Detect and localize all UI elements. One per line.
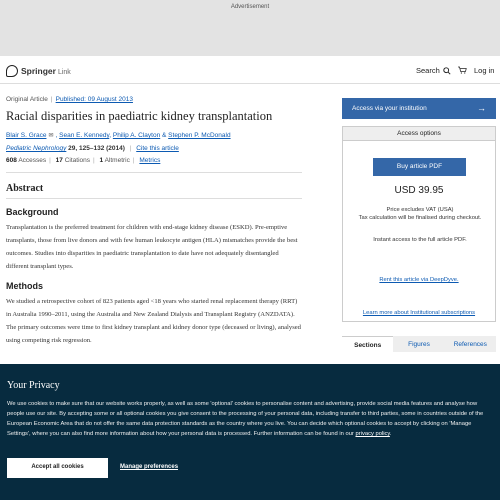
springer-horse-icon <box>6 65 18 77</box>
author-link[interactable]: Blair S. Grace <box>6 132 47 139</box>
tax-line: Price excludes VAT (USA) <box>386 207 454 213</box>
instant-access-note: Instant access to the full article PDF. <box>373 237 467 243</box>
cookie-banner <box>0 364 500 500</box>
author-link[interactable]: Sean E. Kennedy <box>59 132 110 139</box>
institutional-subscriptions-link[interactable]: Learn more about Institutional subscriptions <box>362 310 476 316</box>
article-meta: Original Article | Published: 09 August 2013 <box>6 96 133 103</box>
abstract-heading: Abstract <box>6 183 44 194</box>
author-link[interactable]: Philip A. Clayton <box>112 132 161 139</box>
author-link[interactable]: Stephen P. McDonald <box>168 132 231 139</box>
search-button[interactable] <box>416 66 451 75</box>
accept-cookies-button[interactable]: Accept all cookies <box>7 458 108 478</box>
buy-pdf-button[interactable]: Buy article PDF <box>373 158 466 176</box>
accesses-label: Accesses <box>18 157 47 164</box>
brand-name: Springer <box>21 66 56 76</box>
author-list: Blair S. Grace ✉ , Sean E. Kennedy, Philip A. Clayton & Stephen P. McDonald <box>6 132 231 139</box>
mail-icon[interactable]: ✉ <box>48 133 54 139</box>
privacy-policy-link[interactable]: privacy policy <box>355 431 390 437</box>
cookie-body: We use cookies to make sure that our website works properly, as well as some 'optional' cookies to personalise content and advertising, provide social media features and analyse how people use our site. By accepting some or all optional cookies you give consent to the processing of your personal data, including transfer to third parties, some in countries outside of the European Economic Area that do not offer the same data protection standards as the country where you live. You can decide which optional cookies to accept by clicking on 'Manage Settings', where you can also find more information about how your personal data is processed. Further information can be found in our <box>7 401 484 437</box>
citations-count: 17 <box>55 157 63 164</box>
price: USD 39.95 <box>394 185 444 196</box>
methods-heading: Methods <box>6 281 43 291</box>
metrics-link[interactable]: Metrics <box>139 157 161 164</box>
journal-ref: 29, 125–132 (2014) <box>68 145 125 152</box>
journal-info: Pediatric Nephrology 29, 125–132 (2014) | Cite this article <box>6 145 179 152</box>
divider <box>6 198 302 199</box>
login-link[interactable]: Log in <box>474 66 495 75</box>
access-options-heading: Access options <box>343 127 495 141</box>
citations-label: Citations <box>64 157 90 164</box>
cite-link[interactable]: Cite this article <box>136 145 179 152</box>
ad-banner <box>0 0 500 56</box>
background-text: Transplantation is the preferred treatment for children with end-stage kidney disease (ESKD). Pre-emptive transplants, those from live donors and with few human leukocyte antigen (HLA) mismatches provide the best outcomes. Studies into disparities in paediatric transplantation to date have not adequately disentangled different transplant types. <box>6 224 298 270</box>
springer-logo[interactable] <box>6 65 71 77</box>
tab-figures[interactable]: Figures <box>408 341 430 348</box>
site-header <box>0 57 500 84</box>
divider <box>6 172 302 173</box>
altmetric-count: 1 <box>99 157 104 164</box>
search-label: Search <box>416 66 440 75</box>
cart-icon[interactable] <box>458 66 467 76</box>
tab-sections[interactable]: Sections <box>342 336 393 352</box>
article-metrics: 608 Accesses | 17 Citations | 1 Altmetric | Metrics <box>6 157 161 164</box>
background-heading: Background <box>6 207 59 217</box>
rent-link[interactable]: Rent this article via DeepDyve. <box>379 277 459 283</box>
tax-note <box>351 207 489 222</box>
article-type: Original Article <box>6 96 48 103</box>
journal-name[interactable]: Pediatric Nephrology <box>6 145 67 152</box>
search-icon <box>443 67 451 75</box>
ad-label: Advertisement <box>230 4 270 10</box>
manage-preferences-link[interactable]: Manage preferences <box>120 464 179 470</box>
methods-text: We studied a retrospective cohort of 823 patients aged <18 years who started renal replacement therapy (RRT) in Australia 1990–2011, using the Australia and New Zealand Dialysis and Transplant Registry (ANZDATA). The primary outcomes were time to first kidney transplant and kidney donor type (deceased or living), analysed using competing risk regression. <box>6 298 301 344</box>
arrow-right-icon: → <box>477 103 486 113</box>
tax-line: Tax calculation will be finalised during checkout. <box>358 214 482 221</box>
access-institution-button[interactable] <box>342 98 496 119</box>
altmetric-label: Altmetric <box>104 157 130 164</box>
cookie-text: We use cookies to make sure that our website works properly, as well as some 'optional' cookies to personalise content and advertising, provide social media features and analyse how people use our site. By accepting some or all optional cookies you give consent to the processing of your personal data, including transfer to third parties, some in countries outside of the European Economic Area that do not offer the same data protection standards as the country where you live. You can decide which optional cookies to accept by clicking on 'Manage Settings', where you can also find more information about how your personal data is processed. Further information can be found in our privacy policy. <box>7 401 484 437</box>
article-title: Racial disparities in paediatric kidney transplantation <box>6 109 273 123</box>
article-column <box>6 96 302 347</box>
access-options-panel <box>342 126 496 322</box>
tab-references[interactable]: References <box>453 341 487 348</box>
sidebar-tabs <box>342 336 496 352</box>
cookie-heading: Your Privacy <box>7 380 60 391</box>
accesses-count: 608 <box>6 157 17 164</box>
brand-sub: Link <box>57 69 71 76</box>
published-date[interactable]: Published: 09 August 2013 <box>55 96 133 103</box>
access-label: Access via your institution <box>352 105 427 112</box>
